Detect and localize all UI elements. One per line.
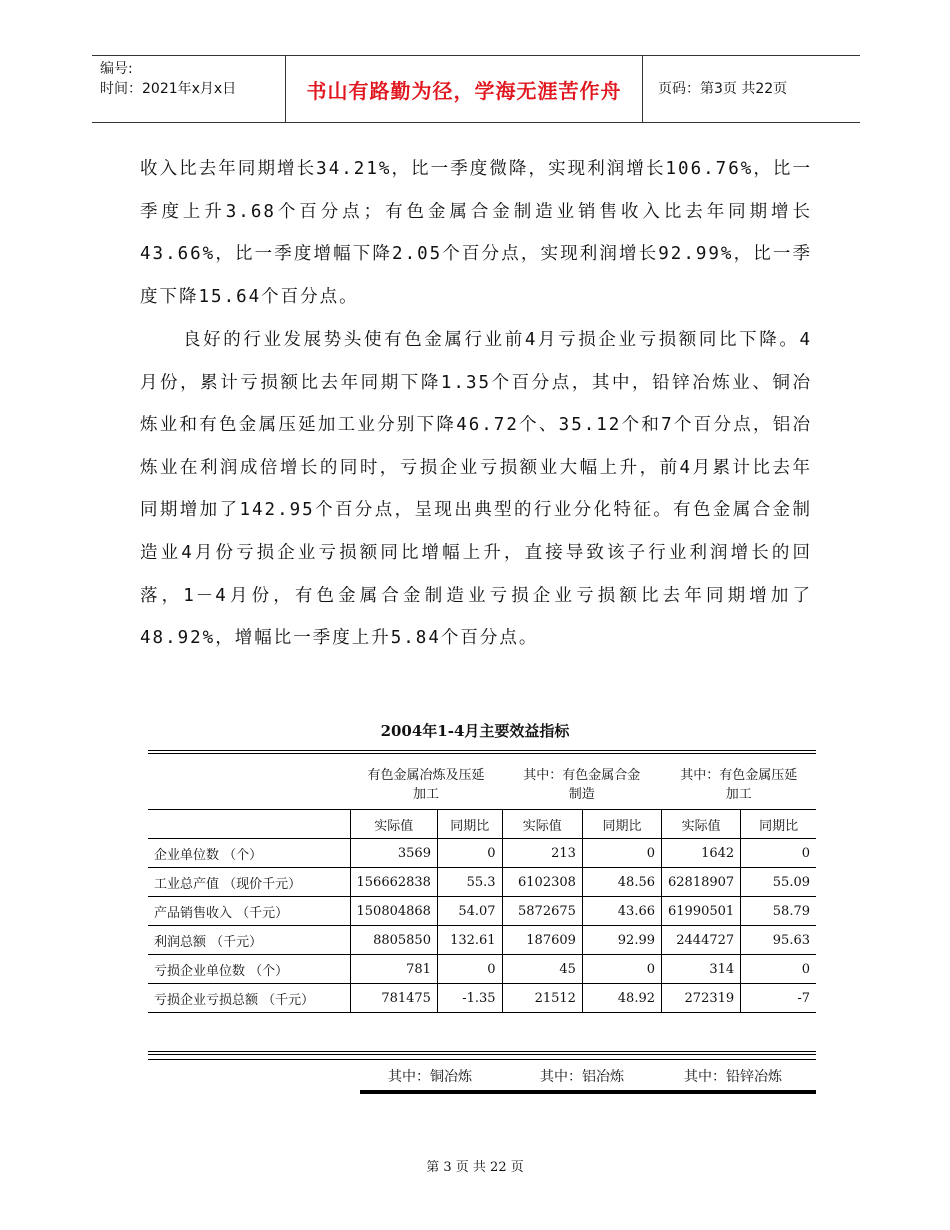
sub-header: 实际值 (350, 810, 437, 839)
table-cell: 0 (437, 955, 502, 984)
table-cell: 54.07 (437, 897, 502, 926)
table-cell: 0 (582, 955, 661, 984)
table2-header-copper: 其中：铜冶炼 (388, 1069, 472, 1085)
group-header-row (148, 752, 816, 783)
table-cell: 55.3 (437, 868, 502, 897)
row-label: 工业总产值 （现价千元） (148, 868, 350, 897)
group-header-2: 其中：有色金属合金 (502, 752, 661, 783)
motto: 书山有路勤为径，学海无涯苦作舟 (306, 78, 622, 103)
table2-top-rule (148, 1051, 816, 1055)
sub-header: 同期比 (437, 810, 502, 839)
table-cell: 6102308 (502, 868, 582, 897)
group-header-3-line2: 加工 (725, 787, 752, 802)
table-cell: 5872675 (502, 897, 582, 926)
group-header-1: 有色金属冶炼及压延 (350, 752, 502, 783)
table-cell: 61990501 (662, 897, 741, 926)
table2-header-row (148, 1062, 816, 1090)
table-cell: 272319 (662, 984, 741, 1013)
table-cell: 781475 (350, 984, 437, 1013)
sub-header: 实际值 (662, 810, 741, 839)
table-cell: 187609 (502, 926, 582, 955)
table-cell: 314 (662, 955, 741, 984)
table-cell: 55.09 (741, 868, 816, 897)
header-left (100, 59, 236, 99)
table2-bottom-rule (360, 1090, 816, 1094)
table-cell: 48.92 (582, 984, 661, 1013)
table-cell: 2444727 (662, 926, 741, 955)
table-cell: -1.35 (437, 984, 502, 1013)
group-header-3: 其中：有色金属压延 (662, 752, 817, 783)
table-cell: 8805850 (350, 926, 437, 955)
table-cell: 0 (741, 955, 816, 984)
table-cell: 150804868 (350, 897, 437, 926)
table-row (148, 839, 816, 868)
table-cell: 21512 (502, 984, 582, 1013)
table2-header-aluminum: 其中：铝冶炼 (540, 1069, 624, 1085)
header-motto-cell (285, 56, 643, 122)
table-cell: 62818907 (662, 868, 741, 897)
number-label: 编号: (100, 61, 133, 77)
table-cell: 156662838 (350, 868, 437, 897)
table-cell: 3569 (350, 839, 437, 868)
row-label: 亏损企业单位数 （个） (148, 955, 350, 984)
table2-header-lead-zinc: 其中：铅锌冶炼 (684, 1069, 782, 1085)
time-label: 时间：2021年x月x日 (100, 81, 237, 97)
table-row (148, 955, 816, 984)
table-cell: 0 (582, 839, 661, 868)
sub-header-row (148, 810, 816, 839)
page-info: 页码：第3页 共22页 (658, 81, 788, 97)
table-title: 2004年1-4月主要效益指标 (380, 722, 570, 740)
page-footer: 第 3 页 共 22 页 (426, 1160, 524, 1175)
group-header-row-2 (148, 783, 816, 810)
row-label: 利润总额 （千元） (148, 926, 350, 955)
group-header-1-line2: 加工 (413, 787, 440, 802)
row-label: 亏损企业亏损总额 （千元） (148, 984, 350, 1013)
sub-header: 同期比 (582, 810, 661, 839)
table-cell: 45 (502, 955, 582, 984)
table-cell: -7 (741, 984, 816, 1013)
table-cell: 95.63 (741, 926, 816, 955)
group-header-2-line2: 制造 (568, 787, 595, 802)
table-cell: 48.56 (582, 868, 661, 897)
table-cell: 92.99 (582, 926, 661, 955)
table-cell: 43.66 (582, 897, 661, 926)
table-cell: 781 (350, 955, 437, 984)
table-cell: 1642 (662, 839, 741, 868)
benefit-indicators-table (148, 750, 816, 1013)
page-header (92, 55, 860, 123)
paragraph-2: 良好的行业发展势头使有色金属行业前4月亏损企业亏损额同比下降。4月份，累计亏损额比去年同期下降1.35个百分点，其中，铅锌冶炼业、铜冶炼业和有色金属压延加工业分别下降46.72个、35.12个和7个百分点，铝冶炼业在利润成倍增长的同时，亏损企业亏损额业大幅上升，前4月累计比去年同期增加了142.95个百分点，呈现出典型的行业分化特征。有色金属合金制造业4月份亏损企业亏损额同比增幅上升，直接导致该子行业利润增长的回落，1－4月份，有色金属合金制造业亏损企业亏损额比去年同期增加了48.92%，增幅比一季度上升5.84个百分点。 (140, 330, 812, 649)
table-row (148, 868, 816, 897)
table-row (148, 984, 816, 1013)
table-cell: 213 (502, 839, 582, 868)
table-row (148, 926, 816, 955)
row-label: 产品销售收入 （千元） (148, 897, 350, 926)
paragraph-1: 收入比去年同期增长34.21%，比一季度微降，实现利润增长106.76%，比一季度上升3.68个百分点；有色金属合金制造业销售收入比去年同期增长43.66%，比一季度增幅下降2.05个百分点，实现利润增长92.99%，比一季度下降15.64个百分点。 (140, 159, 812, 307)
table-cell: 0 (741, 839, 816, 868)
row-label: 企业单位数 （个） (148, 839, 350, 868)
table2-rule (148, 1059, 816, 1060)
table-cell: 58.79 (741, 897, 816, 926)
table-row (148, 897, 816, 926)
table-cell: 0 (437, 839, 502, 868)
table-cell: 132.61 (437, 926, 502, 955)
sub-header: 实际值 (502, 810, 582, 839)
sub-header: 同期比 (741, 810, 816, 839)
corner-cell (148, 752, 350, 783)
